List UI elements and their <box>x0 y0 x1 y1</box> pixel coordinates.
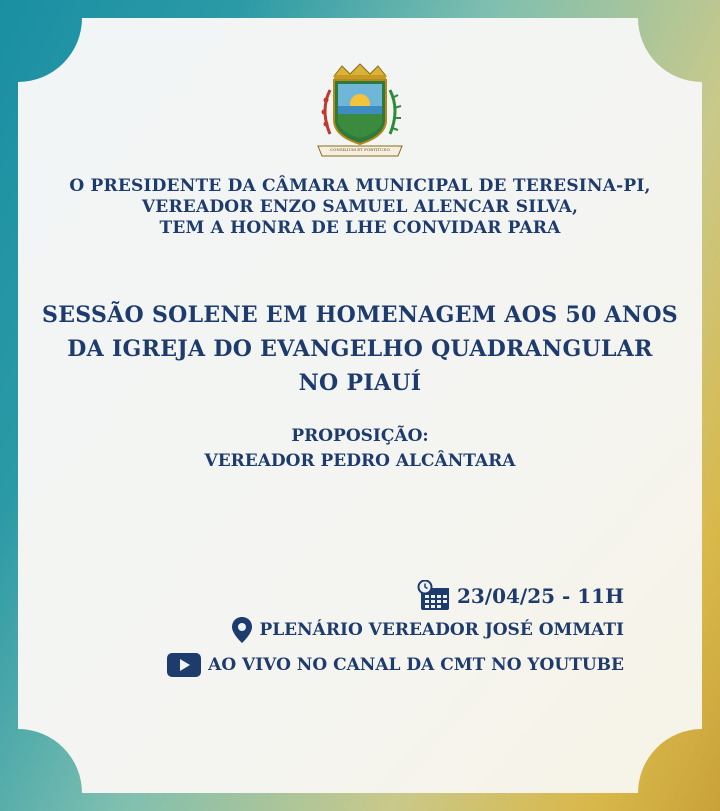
event-title <box>0 298 720 400</box>
calendar-clock-icon <box>417 580 451 612</box>
invitation-line-1: O PRESIDENTE DA CÂMARA MUNICIPAL DE TERESINA-PI, <box>69 176 651 196</box>
youtube-play-icon[interactable] <box>166 652 202 678</box>
proposition-author: VEREADOR PEDRO ALCÂNTARA <box>204 451 516 471</box>
proposition-label: PROPOSIÇÃO: <box>291 426 429 446</box>
event-title-line-3: NO PIAUÍ <box>298 370 422 396</box>
stream-text: AO VIVO NO CANAL DA CMT NO YOUTUBE <box>208 655 624 675</box>
crest-logo <box>312 60 408 160</box>
event-stream <box>166 652 624 678</box>
invitation-line-2: VEREADOR ENZO SAMUEL ALENCAR SILVA, <box>141 197 579 217</box>
invitation-text <box>0 176 720 239</box>
proposition-block <box>0 424 720 474</box>
invitation-line-3: TEM A HONRA DE LHE CONVIDAR PARA <box>159 218 561 238</box>
crest-motto: CONSILIUM ET FORTITUDO <box>330 147 390 152</box>
event-location <box>231 616 624 644</box>
event-title-line-1: SESSÃO SOLENE EM HOMENAGEM AOS 50 ANOS <box>42 302 678 328</box>
datetime-text: 23/04/25 - 11H <box>456 584 624 608</box>
event-title-line-2: DA IGREJA DO EVANGELHO QUADRANGULAR <box>67 336 653 362</box>
location-pin-icon <box>231 616 253 644</box>
event-datetime <box>417 580 624 612</box>
location-text: PLENÁRIO VEREADOR JOSÉ OMMATI <box>259 620 624 640</box>
